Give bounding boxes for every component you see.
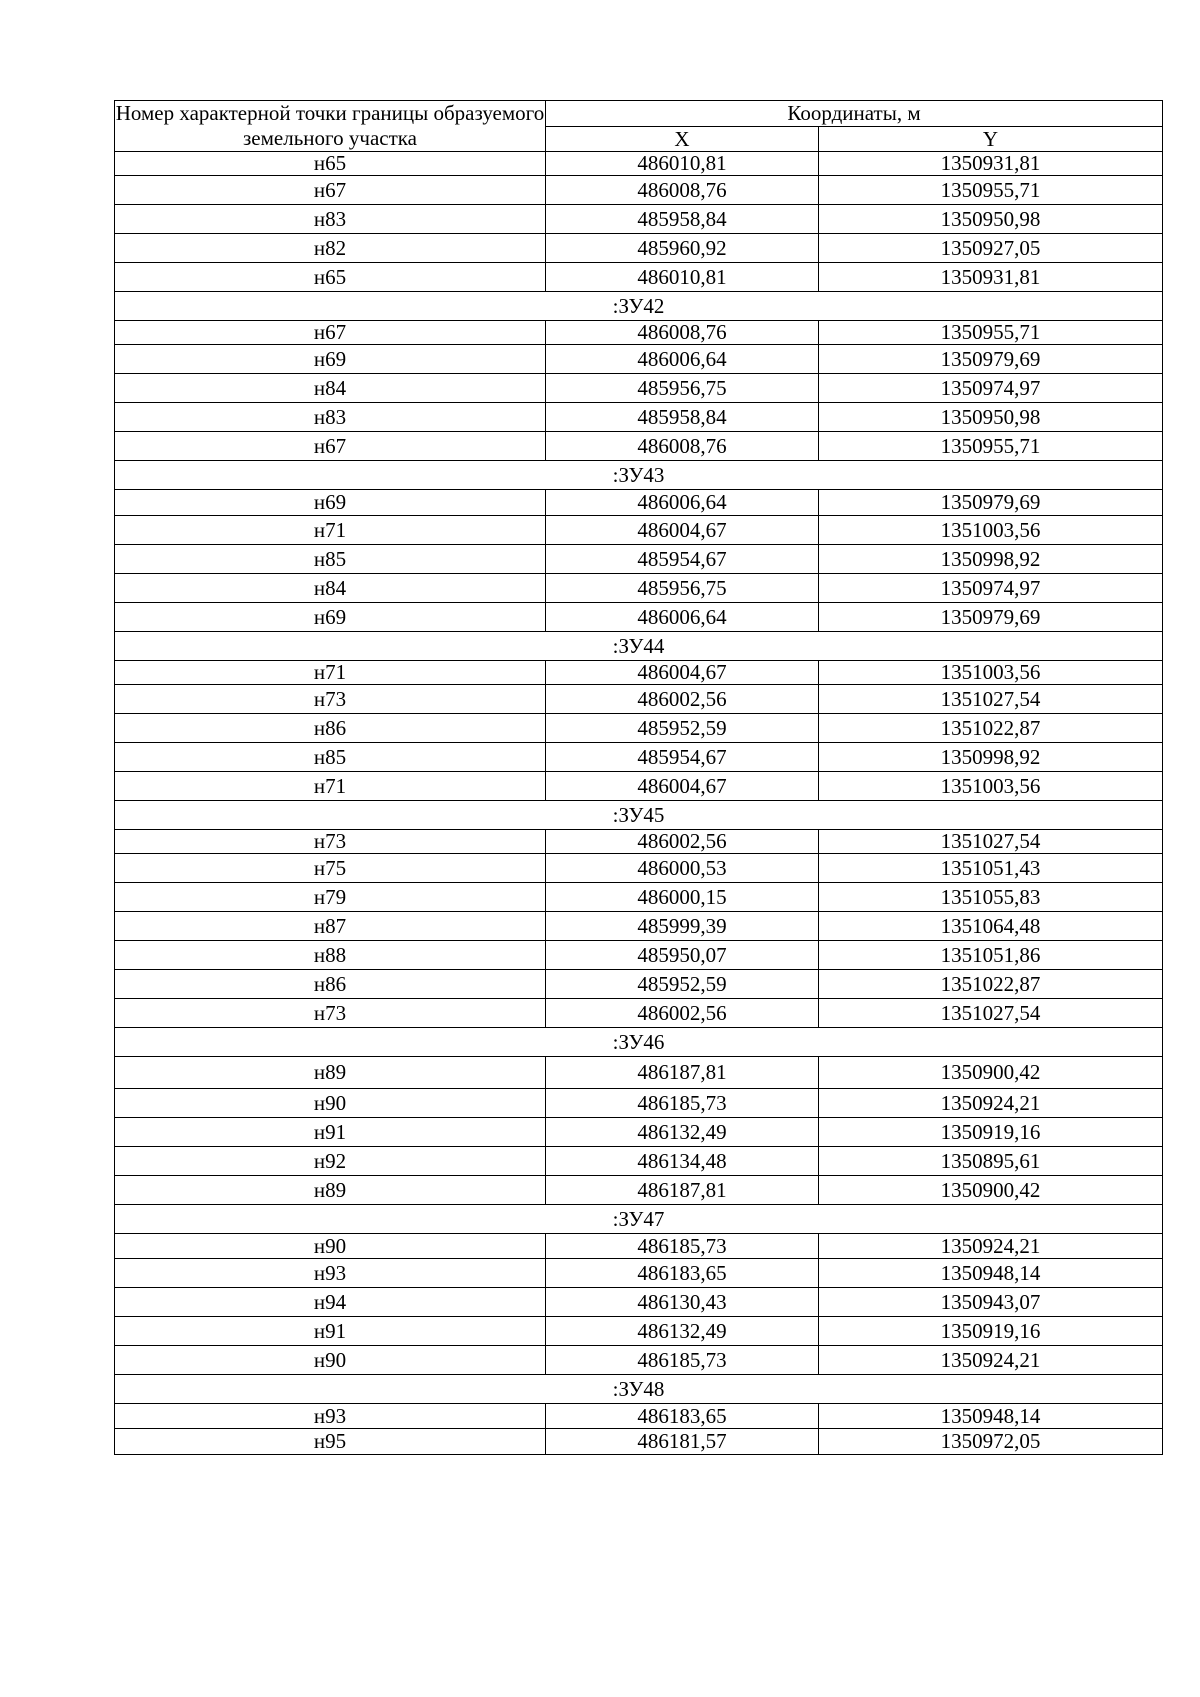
point-id-cell: н91 (115, 1317, 546, 1346)
y-coordinate-cell: 1350948,14 (819, 1259, 1163, 1288)
table-row (115, 1118, 1163, 1147)
point-id-cell: н86 (115, 970, 546, 999)
table-row (115, 152, 1163, 176)
header-point-number: Номер характерной точки границы образуемого земельного участка (115, 101, 545, 151)
table-row (115, 912, 1163, 941)
x-coordinate-cell: 486000,15 (546, 883, 819, 912)
x-coordinate-cell: 486183,65 (546, 1404, 819, 1429)
section-label: :ЗУ44 (115, 632, 1163, 661)
x-coordinate-cell: 485950,07 (546, 941, 819, 970)
table-row (115, 1089, 1163, 1118)
table-row (115, 1057, 1163, 1089)
x-coordinate-cell: 485958,84 (546, 205, 819, 234)
table-row (115, 1429, 1163, 1455)
point-id-cell: н71 (115, 772, 546, 801)
x-coordinate-cell: 486008,76 (546, 176, 819, 205)
table-row (115, 321, 1163, 345)
point-id-cell: н83 (115, 403, 546, 432)
y-coordinate-cell: 1351051,86 (819, 941, 1163, 970)
point-id-cell: н73 (115, 685, 546, 714)
x-coordinate-cell: 486132,49 (546, 1118, 819, 1147)
x-coordinate-cell: 486181,57 (546, 1429, 819, 1455)
x-coordinate-cell: 485960,92 (546, 234, 819, 263)
point-id-cell: н73 (115, 999, 546, 1028)
y-coordinate-cell: 1350950,98 (819, 403, 1163, 432)
y-coordinate-cell: 1350974,97 (819, 574, 1163, 603)
table-row (115, 176, 1163, 205)
point-id-cell: н90 (115, 1234, 546, 1259)
point-id-cell: н69 (115, 490, 546, 516)
y-coordinate-cell: 1350974,97 (819, 374, 1163, 403)
point-id-cell: н67 (115, 432, 546, 461)
header-x: X (546, 127, 819, 152)
y-coordinate-cell: 1350924,21 (819, 1234, 1163, 1259)
y-coordinate-cell: 1350979,69 (819, 490, 1163, 516)
table-row (115, 234, 1163, 263)
table-row (115, 1259, 1163, 1288)
table-row (115, 263, 1163, 292)
y-coordinate-cell: 1350998,92 (819, 743, 1163, 772)
point-id-cell: н82 (115, 234, 546, 263)
point-id-cell: н91 (115, 1118, 546, 1147)
point-id-cell: н71 (115, 516, 546, 545)
header-y: Y (819, 127, 1163, 152)
y-coordinate-cell: 1351027,54 (819, 830, 1163, 854)
y-coordinate-cell: 1350924,21 (819, 1089, 1163, 1118)
table-row (115, 714, 1163, 743)
y-coordinate-cell: 1351003,56 (819, 772, 1163, 801)
y-coordinate-cell: 1351051,43 (819, 854, 1163, 883)
x-coordinate-cell: 485952,59 (546, 714, 819, 743)
x-coordinate-cell: 486130,43 (546, 1288, 819, 1317)
x-coordinate-cell: 485999,39 (546, 912, 819, 941)
point-id-cell: н92 (115, 1147, 546, 1176)
section-row (115, 1375, 1163, 1404)
x-coordinate-cell: 486185,73 (546, 1346, 819, 1375)
point-id-cell: н83 (115, 205, 546, 234)
table-row (115, 1346, 1163, 1375)
section-row (115, 632, 1163, 661)
point-id-cell: н69 (115, 603, 546, 632)
table-row (115, 603, 1163, 632)
x-coordinate-cell: 485954,67 (546, 743, 819, 772)
y-coordinate-cell: 1350943,07 (819, 1288, 1163, 1317)
point-id-cell: н85 (115, 545, 546, 574)
point-id-cell: н84 (115, 374, 546, 403)
x-coordinate-cell: 486004,67 (546, 516, 819, 545)
table-row (115, 403, 1163, 432)
point-id-cell: н89 (115, 1176, 546, 1205)
table-row (115, 1234, 1163, 1259)
y-coordinate-cell: 1350931,81 (819, 263, 1163, 292)
x-coordinate-cell: 486187,81 (546, 1057, 819, 1089)
table-body (115, 152, 1163, 1455)
table-row (115, 999, 1163, 1028)
y-coordinate-cell: 1351022,87 (819, 714, 1163, 743)
section-label: :ЗУ42 (115, 292, 1163, 321)
table-row (115, 661, 1163, 685)
y-coordinate-cell: 1351003,56 (819, 661, 1163, 685)
table-row (115, 1147, 1163, 1176)
point-id-cell: н67 (115, 321, 546, 345)
table-row (115, 432, 1163, 461)
point-id-cell: н90 (115, 1089, 546, 1118)
table-row (115, 830, 1163, 854)
x-coordinate-cell: 485954,67 (546, 545, 819, 574)
y-coordinate-cell: 1350955,71 (819, 432, 1163, 461)
point-id-cell: н86 (115, 714, 546, 743)
section-row (115, 801, 1163, 830)
x-coordinate-cell: 485956,75 (546, 574, 819, 603)
x-coordinate-cell: 486006,64 (546, 490, 819, 516)
table-row (115, 1288, 1163, 1317)
x-coordinate-cell: 486002,56 (546, 830, 819, 854)
point-id-cell: н75 (115, 854, 546, 883)
table-row (115, 772, 1163, 801)
point-id-cell: н71 (115, 661, 546, 685)
table-row (115, 743, 1163, 772)
point-id-cell: н84 (115, 574, 546, 603)
point-id-cell: н67 (115, 176, 546, 205)
y-coordinate-cell: 1350927,05 (819, 234, 1163, 263)
y-coordinate-cell: 1350979,69 (819, 345, 1163, 374)
table-row (115, 941, 1163, 970)
x-coordinate-cell: 486185,73 (546, 1234, 819, 1259)
y-coordinate-cell: 1351003,56 (819, 516, 1163, 545)
y-coordinate-cell: 1350955,71 (819, 176, 1163, 205)
section-label: :ЗУ46 (115, 1028, 1163, 1057)
y-coordinate-cell: 1350919,16 (819, 1317, 1163, 1346)
x-coordinate-cell: 485952,59 (546, 970, 819, 999)
section-label: :ЗУ45 (115, 801, 1163, 830)
point-id-cell: н94 (115, 1288, 546, 1317)
y-coordinate-cell: 1350955,71 (819, 321, 1163, 345)
coordinates-table (114, 100, 1163, 1455)
section-label: :ЗУ48 (115, 1375, 1163, 1404)
point-id-cell: н87 (115, 912, 546, 941)
table-row (115, 205, 1163, 234)
table-row (115, 970, 1163, 999)
table-row (115, 345, 1163, 374)
x-coordinate-cell: 486185,73 (546, 1089, 819, 1118)
table-row (115, 545, 1163, 574)
table-row (115, 516, 1163, 545)
point-id-cell: н85 (115, 743, 546, 772)
y-coordinate-cell: 1350924,21 (819, 1346, 1163, 1375)
y-coordinate-cell: 1350919,16 (819, 1118, 1163, 1147)
point-id-cell: н95 (115, 1429, 546, 1455)
table-row (115, 854, 1163, 883)
x-coordinate-cell: 485958,84 (546, 403, 819, 432)
point-id-cell: н79 (115, 883, 546, 912)
point-id-cell: н69 (115, 345, 546, 374)
y-coordinate-cell: 1351027,54 (819, 999, 1163, 1028)
y-coordinate-cell: 1351027,54 (819, 685, 1163, 714)
y-coordinate-cell: 1351055,83 (819, 883, 1163, 912)
table-row (115, 574, 1163, 603)
y-coordinate-cell: 1350895,61 (819, 1147, 1163, 1176)
x-coordinate-cell: 486006,64 (546, 603, 819, 632)
y-coordinate-cell: 1350931,81 (819, 152, 1163, 176)
header-coordinates: Координаты, м (546, 101, 1163, 127)
x-coordinate-cell: 486006,64 (546, 345, 819, 374)
x-coordinate-cell: 486002,56 (546, 685, 819, 714)
section-row (115, 461, 1163, 490)
point-id-cell: н88 (115, 941, 546, 970)
x-coordinate-cell: 486134,48 (546, 1147, 819, 1176)
section-row (115, 292, 1163, 321)
y-coordinate-cell: 1351064,48 (819, 912, 1163, 941)
x-coordinate-cell: 486187,81 (546, 1176, 819, 1205)
table-row (115, 883, 1163, 912)
point-id-cell: н93 (115, 1404, 546, 1429)
point-id-cell: н93 (115, 1259, 546, 1288)
section-row (115, 1028, 1163, 1057)
y-coordinate-cell: 1350948,14 (819, 1404, 1163, 1429)
x-coordinate-cell: 486000,53 (546, 854, 819, 883)
x-coordinate-cell: 486004,67 (546, 772, 819, 801)
table-row (115, 374, 1163, 403)
y-coordinate-cell: 1350979,69 (819, 603, 1163, 632)
y-coordinate-cell: 1350900,42 (819, 1057, 1163, 1089)
table-row (115, 685, 1163, 714)
x-coordinate-cell: 485956,75 (546, 374, 819, 403)
y-coordinate-cell: 1350900,42 (819, 1176, 1163, 1205)
point-id-cell: н90 (115, 1346, 546, 1375)
x-coordinate-cell: 486010,81 (546, 152, 819, 176)
x-coordinate-cell: 486004,67 (546, 661, 819, 685)
y-coordinate-cell: 1351022,87 (819, 970, 1163, 999)
point-id-cell: н65 (115, 152, 546, 176)
table-row (115, 1404, 1163, 1429)
x-coordinate-cell: 486132,49 (546, 1317, 819, 1346)
y-coordinate-cell: 1350972,05 (819, 1429, 1163, 1455)
y-coordinate-cell: 1350998,92 (819, 545, 1163, 574)
x-coordinate-cell: 486002,56 (546, 999, 819, 1028)
table-row (115, 1317, 1163, 1346)
point-id-cell: н89 (115, 1057, 546, 1089)
y-coordinate-cell: 1350950,98 (819, 205, 1163, 234)
point-id-cell: н65 (115, 263, 546, 292)
section-label: :ЗУ43 (115, 461, 1163, 490)
x-coordinate-cell: 486010,81 (546, 263, 819, 292)
table-row (115, 1176, 1163, 1205)
x-coordinate-cell: 486008,76 (546, 432, 819, 461)
point-id-cell: н73 (115, 830, 546, 854)
table-row (115, 490, 1163, 516)
table-header (115, 101, 1163, 152)
x-coordinate-cell: 486008,76 (546, 321, 819, 345)
section-row (115, 1205, 1163, 1234)
section-label: :ЗУ47 (115, 1205, 1163, 1234)
x-coordinate-cell: 486183,65 (546, 1259, 819, 1288)
header-row (115, 101, 1163, 127)
